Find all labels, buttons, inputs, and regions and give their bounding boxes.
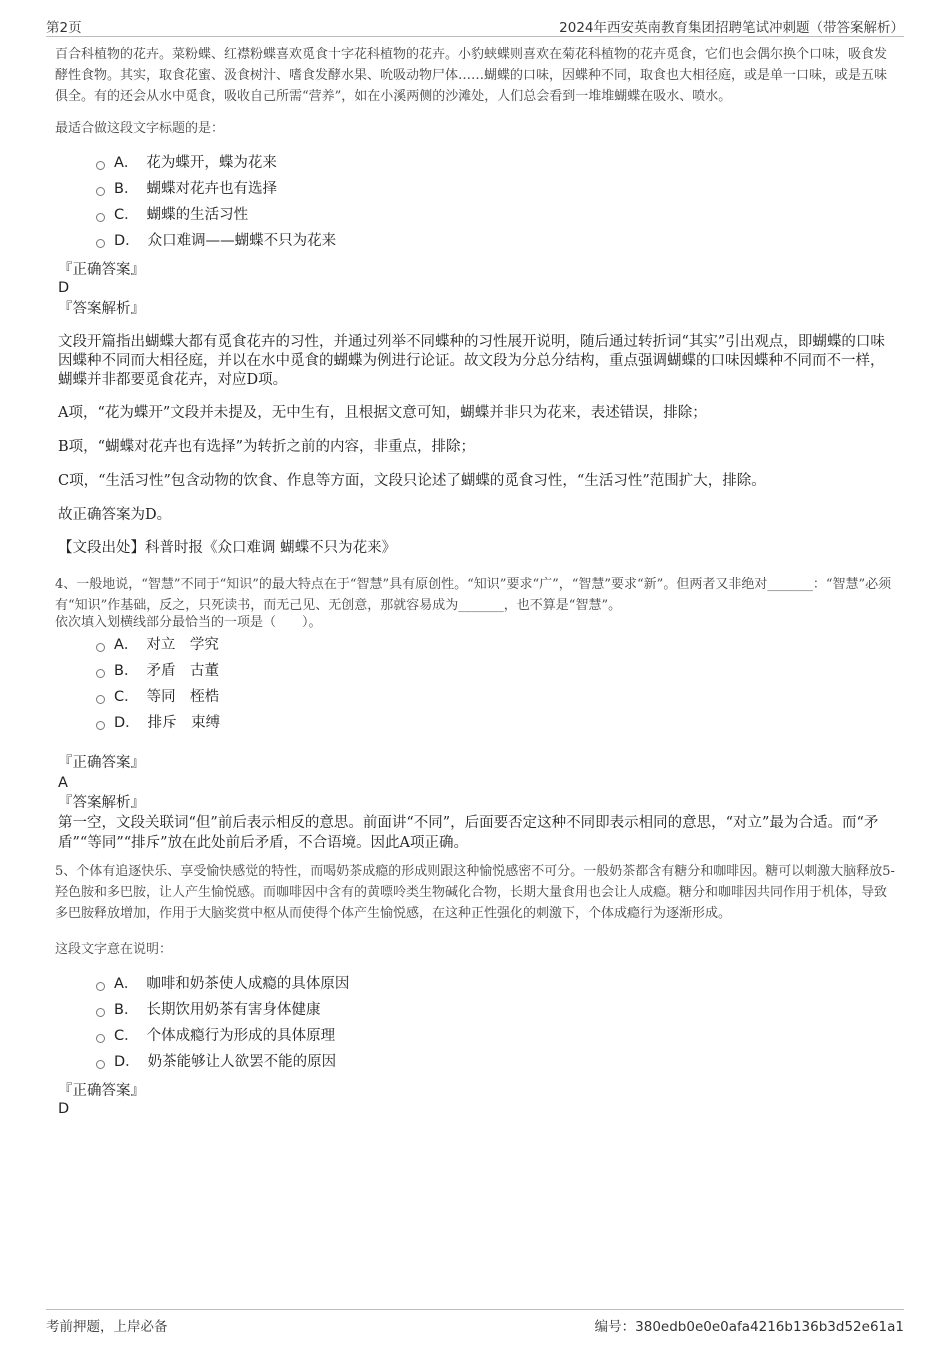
radio-icon[interactable] bbox=[96, 239, 105, 248]
q4-option-d[interactable]: D． 排斥 束缚 bbox=[96, 713, 220, 733]
q3-analysis-b: B项，“蝴蝶对花卉也有选择”为转折之前的内容，非重点，排除； bbox=[58, 439, 475, 455]
radio-icon[interactable] bbox=[96, 213, 105, 222]
q5-answer: D bbox=[58, 1101, 70, 1117]
radio-icon[interactable] bbox=[96, 161, 105, 170]
q5-option-a[interactable]: A． 咖啡和奶茶使人成瘾的具体原因 bbox=[96, 974, 349, 994]
q5-option-c[interactable]: C． 个体成瘾行为形成的具体原理 bbox=[96, 1026, 335, 1046]
q4-stem: 4、一般地说，“智慧”不同于“知识”的最大特点在于“智慧”具有原创性。“知识”要求“广”，“智慧”要求“新”。但两者又非绝对_______：“智慧”必须有“知识”作基础，反之，只死读书，而无己见、无创意，那就容易成为_______，也不算是“智慧”。 bbox=[55, 577, 892, 613]
radio-icon[interactable] bbox=[96, 1034, 105, 1043]
q5-answer-label: 『正确答案』 bbox=[58, 1083, 145, 1099]
q4-option-c[interactable]: C． 等同 桎梏 bbox=[96, 687, 219, 707]
q4-analysis: 第一空，文段关联词“但”前后表示相反的意思。前面讲“不同”，后面要否定这种不同即表示相同的意思，“对立”最为合适。而“矛盾”“等同”“排斥”放在此处前后矛盾，不合语境。因此A项正确。 bbox=[58, 815, 879, 851]
q3-analysis-summary: 文段开篇指出蝴蝶大都有觅食花卉的习性，并通过列举不同蝶种的习性展开说明，随后通过转折词“其实”引出观点，即蝴蝶的口味因蝶种不同而大相径庭，并以在水中觅食的蝴蝶为例进行论证。故文段为分总分结构，重点强调蝴蝶的口味因蝶种不同而不一样，蝴蝶并非都要觅食花卉，对应D项。 bbox=[58, 334, 885, 388]
q4-answer: A bbox=[58, 775, 68, 791]
q3-source: 【文段出处】科普时报《众口难调 蝴蝶不只为花来》 bbox=[58, 540, 397, 556]
radio-icon[interactable] bbox=[96, 695, 105, 704]
q3-answer-label: 『正确答案』 bbox=[58, 262, 145, 278]
q3-analysis-c: C项，“生活习性”包含动物的饮食、作息等方面，文段只论述了蝴蝶的觅食习性，“生活习性”范围扩大，排除。 bbox=[58, 473, 766, 489]
q3-passage: 百合科植物的花卉。菜粉蝶、红襟粉蝶喜欢觅食十字花科植物的花卉。小豹蛱蝶则喜欢在菊花科植物的花卉觅食，它们也会偶尔换个口味，吸食发酵性食物。其实，取食花蜜、汲食树汁、嗜食发酵水果、吮吸动物尸体……蝴蝶的口味，因蝶种不同，取食也大相径庭，或是单一口味，或是五味俱全。有的还会从水中觅食，吸收自己所需“营养”，如在小溪两侧的沙滩处，人们总会看到一堆堆蝴蝶在吸水、喷水。 bbox=[55, 47, 888, 104]
radio-icon[interactable] bbox=[96, 1008, 105, 1017]
q4-analysis-label: 『答案解析』 bbox=[58, 795, 145, 811]
q4-option-a[interactable]: A． 对立 学究 bbox=[96, 635, 219, 655]
q4-question: 依次填入划横线部分最恰当的一项是（ ）。 bbox=[55, 615, 322, 630]
q5-option-b[interactable]: B． 长期饮用奶茶有害身体健康 bbox=[96, 1000, 320, 1020]
q4-answer-label: 『正确答案』 bbox=[58, 755, 145, 771]
q5-question: 这段文字意在说明： bbox=[55, 942, 173, 957]
q4-option-b[interactable]: B． 矛盾 古董 bbox=[96, 661, 219, 681]
radio-icon[interactable] bbox=[96, 669, 105, 678]
q3-answer: D bbox=[58, 280, 70, 296]
radio-icon[interactable] bbox=[96, 187, 105, 196]
radio-icon[interactable] bbox=[96, 982, 105, 991]
q3-option-d[interactable]: D． 众口难调——蝴蝶不只为花来 bbox=[96, 231, 336, 251]
q3-option-a[interactable]: A． 花为蝶开，蝶为花来 bbox=[96, 153, 277, 173]
footer-serial: 编号：380edb0e0e0afa4216b136b3d52e61a1 bbox=[594, 1319, 904, 1335]
q5-stem: 5、个体有追逐快乐、享受愉快感觉的特性，而喝奶茶成瘾的形成则跟这种愉悦感密不可分。一般奶茶都含有糖分和咖啡因。糖可以刺激大脑释放5-羟色胺和多巴胺，让人产生愉悦感。而咖啡因中含有的黄嘌呤类生物碱化合物，长期大量食用也会让人成瘾。糖分和咖啡因共同作用于机体，导致多巴胺释放增加，作用于大脑奖赏中枢从而使得个体产生愉悦感，在这种正性强化的刺激下，个体成瘾行为逐渐形成。 bbox=[55, 864, 895, 921]
q3-option-b[interactable]: B． 蝴蝶对花卉也有选择 bbox=[96, 179, 277, 199]
q3-analysis-label: 『答案解析』 bbox=[58, 301, 145, 317]
radio-icon[interactable] bbox=[96, 1060, 105, 1069]
q5-option-d[interactable]: D． 奶茶能够让人欲罢不能的原因 bbox=[96, 1052, 336, 1072]
document-title: 2024年西安英南教育集团招聘笔试冲刺题（带答案解析） bbox=[559, 20, 904, 36]
footer-slogan: 考前押题，上岸必备 bbox=[46, 1319, 168, 1335]
radio-icon[interactable] bbox=[96, 721, 105, 730]
radio-icon[interactable] bbox=[96, 643, 105, 652]
q3-conclusion: 故正确答案为D。 bbox=[58, 507, 172, 523]
q3-option-c[interactable]: C． 蝴蝶的生活习性 bbox=[96, 205, 248, 225]
q3-analysis-a: A项，“花为蝶开”文段并未提及，无中生有，且根据文意可知，蝴蝶并非只为花来，表述错误，排除； bbox=[58, 405, 707, 421]
q3-question: 最适合做这段文字标题的是： bbox=[55, 121, 225, 136]
page-footer bbox=[46, 1309, 904, 1340]
page-number: 第2页 bbox=[46, 20, 82, 36]
page-header bbox=[46, 14, 904, 37]
